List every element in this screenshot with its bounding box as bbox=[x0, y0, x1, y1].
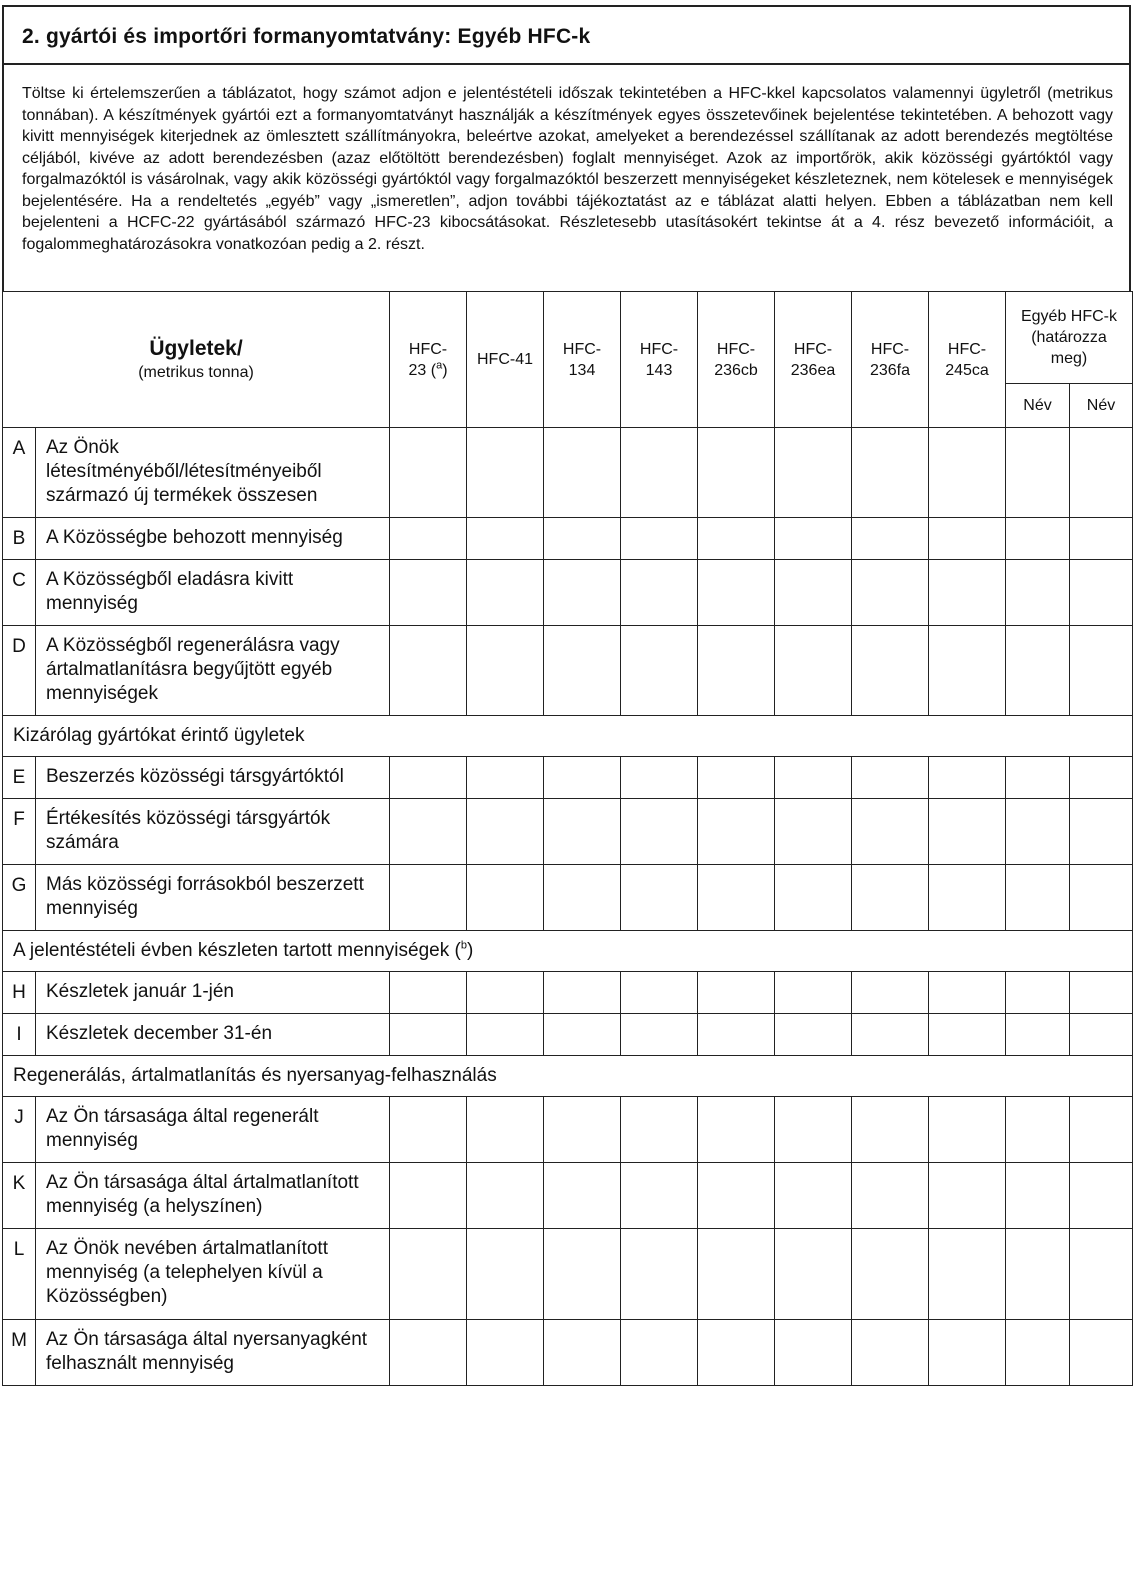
input-cell[interactable] bbox=[1070, 626, 1133, 716]
input-cell[interactable] bbox=[544, 865, 621, 931]
table-row bbox=[3, 1163, 1133, 1229]
row-label: Készletek december 31-én bbox=[36, 1014, 390, 1056]
input-cell[interactable] bbox=[775, 428, 852, 518]
footnote-b: b bbox=[460, 939, 467, 952]
input-cell[interactable] bbox=[621, 1014, 698, 1056]
input-cell[interactable] bbox=[929, 1229, 1006, 1320]
form-title-box bbox=[2, 5, 1131, 65]
input-cell[interactable] bbox=[544, 1163, 621, 1229]
input-cell[interactable] bbox=[544, 626, 621, 716]
input-cell[interactable] bbox=[621, 560, 698, 626]
input-cell[interactable] bbox=[775, 1097, 852, 1163]
row-letter: M bbox=[3, 1320, 36, 1386]
input-cell[interactable] bbox=[390, 757, 467, 799]
input-cell[interactable] bbox=[390, 865, 467, 931]
input-cell[interactable] bbox=[1006, 865, 1070, 931]
input-cell[interactable] bbox=[390, 799, 467, 865]
input-cell[interactable] bbox=[621, 757, 698, 799]
input-cell[interactable] bbox=[390, 972, 467, 1014]
input-cell[interactable] bbox=[852, 757, 929, 799]
instructions-text: Töltse ki értelemszerűen a táblázatot, hogy számot adjon e jelentéstételi időszak tekintetében a HFC-kkel kapcsolatos valamennyi ügyletről (metrikus tonnában). A készítmények gyártói ezt a formanyomtatványt használják a készítmények egyes összetevőinek bejelentése tekintetében. A behozott vagy kivitt mennyiségek kiterjednek az ömlesztett szállítmányokra, beleértve azokat, amelyeket a berendezéssel szállítanak az adott berendezés megtöltése céljából, kivéve az adott berendezésben (azaz előtöltött berendezésben) foglalt mennyiséget. Azok az importőrök, akik közösségi gyártóktól vagy forgalmazóktól is vásárolnak, vagy akik közösségi gyártóktól vagy forgalmazóktól beszerzett mennyiségeket készleteznek, nem kötelesek e mennyiségek bejelentésére. Ha a rendeltetés „egyéb” vagy „ismeretlen”, adjon további tájékoztatást az e táblázat alatti helyen. Ebben a táblázatban nem kell bejelenteni a HCFC-22 gyártásából származó HFC-23 kibocsátásokat. Részletesebb utasításokért tekintse át a 4. rész bevezető információit, a fogalommeghatározásokra vonatkozóan pedig a 2. részt. bbox=[22, 85, 1113, 253]
input-cell[interactable] bbox=[929, 626, 1006, 716]
input-cell[interactable] bbox=[852, 1014, 929, 1056]
input-cell[interactable] bbox=[1070, 428, 1133, 518]
input-cell[interactable] bbox=[929, 1320, 1006, 1386]
input-cell[interactable] bbox=[621, 428, 698, 518]
table-row bbox=[3, 626, 1133, 716]
input-cell[interactable] bbox=[1006, 1097, 1070, 1163]
hfc-form-table bbox=[2, 291, 1133, 1386]
input-cell[interactable] bbox=[698, 428, 775, 518]
input-cell[interactable] bbox=[621, 799, 698, 865]
input-cell[interactable] bbox=[775, 1014, 852, 1056]
table-row bbox=[3, 1097, 1133, 1163]
col-header-hfc41: HFC-41 bbox=[467, 292, 544, 428]
input-cell[interactable] bbox=[1006, 626, 1070, 716]
table-row bbox=[3, 560, 1133, 626]
table-row bbox=[3, 757, 1133, 799]
row-letter: H bbox=[3, 972, 36, 1014]
input-cell[interactable] bbox=[621, 626, 698, 716]
input-cell[interactable] bbox=[1070, 799, 1133, 865]
row-label: A Közösségbe behozott mennyiség bbox=[36, 518, 390, 560]
input-cell[interactable] bbox=[621, 1163, 698, 1229]
input-cell[interactable] bbox=[775, 560, 852, 626]
input-cell[interactable] bbox=[852, 518, 929, 560]
row-label: Az Ön társasága által regenerált mennyiség bbox=[36, 1097, 390, 1163]
input-cell[interactable] bbox=[929, 560, 1006, 626]
input-cell[interactable] bbox=[929, 1097, 1006, 1163]
input-cell[interactable] bbox=[1070, 1097, 1133, 1163]
input-cell[interactable] bbox=[621, 865, 698, 931]
table-row bbox=[3, 518, 1133, 560]
input-cell[interactable] bbox=[390, 518, 467, 560]
input-cell[interactable] bbox=[775, 972, 852, 1014]
input-cell[interactable] bbox=[390, 626, 467, 716]
input-cell[interactable] bbox=[621, 518, 698, 560]
table-row bbox=[3, 865, 1133, 931]
input-cell[interactable] bbox=[698, 1320, 775, 1386]
input-cell[interactable] bbox=[544, 1320, 621, 1386]
input-cell[interactable] bbox=[929, 1014, 1006, 1056]
input-cell[interactable] bbox=[544, 518, 621, 560]
input-cell[interactable] bbox=[390, 560, 467, 626]
input-cell[interactable] bbox=[621, 1229, 698, 1320]
input-cell[interactable] bbox=[852, 1229, 929, 1320]
input-cell[interactable] bbox=[544, 799, 621, 865]
input-cell[interactable] bbox=[544, 972, 621, 1014]
input-cell[interactable] bbox=[390, 1229, 467, 1320]
input-cell[interactable] bbox=[1006, 757, 1070, 799]
input-cell[interactable] bbox=[390, 1014, 467, 1056]
unit-label: (metrikus tonna) bbox=[138, 364, 254, 381]
row-letter: F bbox=[3, 799, 36, 865]
input-cell[interactable] bbox=[775, 799, 852, 865]
input-cell[interactable] bbox=[852, 560, 929, 626]
input-cell[interactable] bbox=[852, 1163, 929, 1229]
input-cell[interactable] bbox=[1006, 428, 1070, 518]
input-cell[interactable] bbox=[1070, 518, 1133, 560]
col-header-hfc236fa: HFC- 236fa bbox=[852, 292, 929, 428]
input-cell[interactable] bbox=[852, 972, 929, 1014]
input-cell[interactable] bbox=[852, 428, 929, 518]
input-cell[interactable] bbox=[775, 1163, 852, 1229]
input-cell[interactable] bbox=[1006, 1320, 1070, 1386]
input-cell[interactable] bbox=[621, 1320, 698, 1386]
row-label: Az Önök nevében ártalmatlanított mennyiség (a telephelyen kívül a Közösségben) bbox=[36, 1229, 390, 1320]
input-cell[interactable] bbox=[698, 1163, 775, 1229]
input-cell[interactable] bbox=[544, 428, 621, 518]
input-cell[interactable] bbox=[467, 1163, 544, 1229]
input-cell[interactable] bbox=[698, 799, 775, 865]
footnote-a: a bbox=[436, 359, 443, 372]
input-cell[interactable] bbox=[467, 757, 544, 799]
col-header-other-hfc: Egyéb HFC-k (határozza meg) bbox=[1006, 292, 1133, 384]
input-cell[interactable] bbox=[467, 428, 544, 518]
input-cell[interactable] bbox=[467, 865, 544, 931]
col-header-hfc143: HFC- 143 bbox=[621, 292, 698, 428]
input-cell[interactable] bbox=[467, 1014, 544, 1056]
input-cell[interactable] bbox=[698, 1014, 775, 1056]
input-cell[interactable] bbox=[390, 428, 467, 518]
section-header-reclamation: Regenerálás, ártalmatlanítás és nyersanyag-felhasználás bbox=[3, 1056, 1133, 1097]
table-row bbox=[3, 799, 1133, 865]
input-cell[interactable] bbox=[1006, 972, 1070, 1014]
input-cell[interactable] bbox=[775, 865, 852, 931]
input-cell[interactable] bbox=[929, 757, 1006, 799]
row-label: A Közösségből eladásra kivitt mennyiség bbox=[36, 560, 390, 626]
input-cell[interactable] bbox=[1006, 560, 1070, 626]
input-cell[interactable] bbox=[698, 1097, 775, 1163]
table-row bbox=[3, 1320, 1133, 1386]
input-cell[interactable] bbox=[852, 1097, 929, 1163]
section-header-producers: Kizárólag gyártókat érintő ügyletek bbox=[3, 716, 1133, 757]
input-cell[interactable] bbox=[929, 518, 1006, 560]
table-row bbox=[3, 1014, 1133, 1056]
ugyletek-label: Ügyletek/ bbox=[149, 337, 243, 360]
input-cell[interactable] bbox=[1070, 1320, 1133, 1386]
row-letter: B bbox=[3, 518, 36, 560]
row-label: Beszerzés közösségi társgyártóktól bbox=[36, 757, 390, 799]
row-label: Más közösségi forrásokból beszerzett mennyiség bbox=[36, 865, 390, 931]
input-cell[interactable] bbox=[852, 1320, 929, 1386]
col-header-hfc236cb: HFC- 236cb bbox=[698, 292, 775, 428]
row-label: Értékesítés közösségi társgyártók számára bbox=[36, 799, 390, 865]
table-row bbox=[3, 972, 1133, 1014]
input-cell[interactable] bbox=[852, 799, 929, 865]
input-cell[interactable] bbox=[621, 972, 698, 1014]
row-label: Az Önök létesítményéből/létesítményeiből származó új termékek összesen bbox=[36, 428, 390, 518]
input-cell[interactable] bbox=[698, 518, 775, 560]
input-cell[interactable] bbox=[698, 626, 775, 716]
input-cell[interactable] bbox=[852, 865, 929, 931]
row-letter: J bbox=[3, 1097, 36, 1163]
header-ugyletek bbox=[3, 292, 390, 428]
section-row bbox=[3, 716, 1133, 757]
input-cell[interactable] bbox=[621, 1097, 698, 1163]
input-cell[interactable] bbox=[467, 1320, 544, 1386]
input-cell[interactable] bbox=[1070, 1163, 1133, 1229]
input-cell[interactable] bbox=[1006, 799, 1070, 865]
row-label: Az Ön társasága által ártalmatlanított mennyiség (a helyszínen) bbox=[36, 1163, 390, 1229]
row-label: A Közösségből regenerálásra vagy ártalmatlanításra begyűjtött egyéb mennyiségek bbox=[36, 626, 390, 716]
table-row bbox=[3, 1229, 1133, 1320]
input-cell[interactable] bbox=[698, 972, 775, 1014]
input-cell[interactable] bbox=[1006, 518, 1070, 560]
col-header-hfc23: HFC- 23 ($^a$) bbox=[390, 292, 467, 428]
col-header-hfc245ca: HFC- 245ca bbox=[929, 292, 1006, 428]
input-cell[interactable] bbox=[775, 1229, 852, 1320]
input-cell[interactable] bbox=[544, 757, 621, 799]
input-cell[interactable] bbox=[1070, 865, 1133, 931]
input-cell[interactable] bbox=[390, 1163, 467, 1229]
input-cell[interactable] bbox=[929, 972, 1006, 1014]
form-title: 2. gyártói és importőri formanyomtatvány: Egyéb HFC-k bbox=[22, 25, 591, 48]
col-header-hfc236ea: HFC- 236ea bbox=[775, 292, 852, 428]
input-cell[interactable] bbox=[698, 865, 775, 931]
input-cell[interactable] bbox=[698, 757, 775, 799]
input-cell[interactable] bbox=[1006, 1229, 1070, 1320]
input-cell[interactable] bbox=[1070, 972, 1133, 1014]
row-letter: K bbox=[3, 1163, 36, 1229]
input-cell[interactable] bbox=[467, 1097, 544, 1163]
input-cell[interactable] bbox=[544, 1014, 621, 1056]
section-header-stocks: A jelentéstételi évben készleten tartott mennyiségek ($^b$) bbox=[3, 931, 1133, 972]
row-letter: A bbox=[3, 428, 36, 518]
input-cell[interactable] bbox=[1006, 1014, 1070, 1056]
input-cell[interactable] bbox=[852, 626, 929, 716]
table-row bbox=[3, 428, 1133, 518]
input-cell[interactable] bbox=[1070, 1014, 1133, 1056]
col-header-nev-2: Név bbox=[1070, 384, 1133, 428]
row-letter: L bbox=[3, 1229, 36, 1320]
row-label: Készletek január 1-jén bbox=[36, 972, 390, 1014]
section-row bbox=[3, 1056, 1133, 1097]
input-cell[interactable] bbox=[467, 518, 544, 560]
input-cell[interactable] bbox=[390, 1097, 467, 1163]
row-label: Az Ön társasága által nyersanyagként felhasznált mennyiség bbox=[36, 1320, 390, 1386]
row-letter: C bbox=[3, 560, 36, 626]
input-cell[interactable] bbox=[467, 799, 544, 865]
input-cell[interactable] bbox=[544, 1229, 621, 1320]
input-cell[interactable] bbox=[467, 626, 544, 716]
input-cell[interactable] bbox=[467, 1229, 544, 1320]
row-letter: D bbox=[3, 626, 36, 716]
instructions-box bbox=[2, 65, 1131, 292]
input-cell[interactable] bbox=[929, 799, 1006, 865]
input-cell[interactable] bbox=[775, 1320, 852, 1386]
input-cell[interactable] bbox=[929, 865, 1006, 931]
input-cell[interactable] bbox=[1070, 1229, 1133, 1320]
input-cell[interactable] bbox=[1006, 1163, 1070, 1229]
input-cell[interactable] bbox=[929, 1163, 1006, 1229]
input-cell[interactable] bbox=[544, 1097, 621, 1163]
input-cell[interactable] bbox=[1070, 560, 1133, 626]
input-cell[interactable] bbox=[467, 972, 544, 1014]
input-cell[interactable] bbox=[698, 560, 775, 626]
section-row bbox=[3, 931, 1133, 972]
input-cell[interactable] bbox=[390, 1320, 467, 1386]
input-cell[interactable] bbox=[467, 560, 544, 626]
input-cell[interactable] bbox=[775, 757, 852, 799]
input-cell[interactable] bbox=[1070, 757, 1133, 799]
input-cell[interactable] bbox=[775, 626, 852, 716]
col-header-hfc134: HFC- 134 bbox=[544, 292, 621, 428]
col-header-nev-1: Név bbox=[1006, 384, 1070, 428]
input-cell[interactable] bbox=[544, 560, 621, 626]
input-cell[interactable] bbox=[929, 428, 1006, 518]
row-letter: E bbox=[3, 757, 36, 799]
row-letter: G bbox=[3, 865, 36, 931]
row-letter: I bbox=[3, 1014, 36, 1056]
input-cell[interactable] bbox=[775, 518, 852, 560]
input-cell[interactable] bbox=[698, 1229, 775, 1320]
